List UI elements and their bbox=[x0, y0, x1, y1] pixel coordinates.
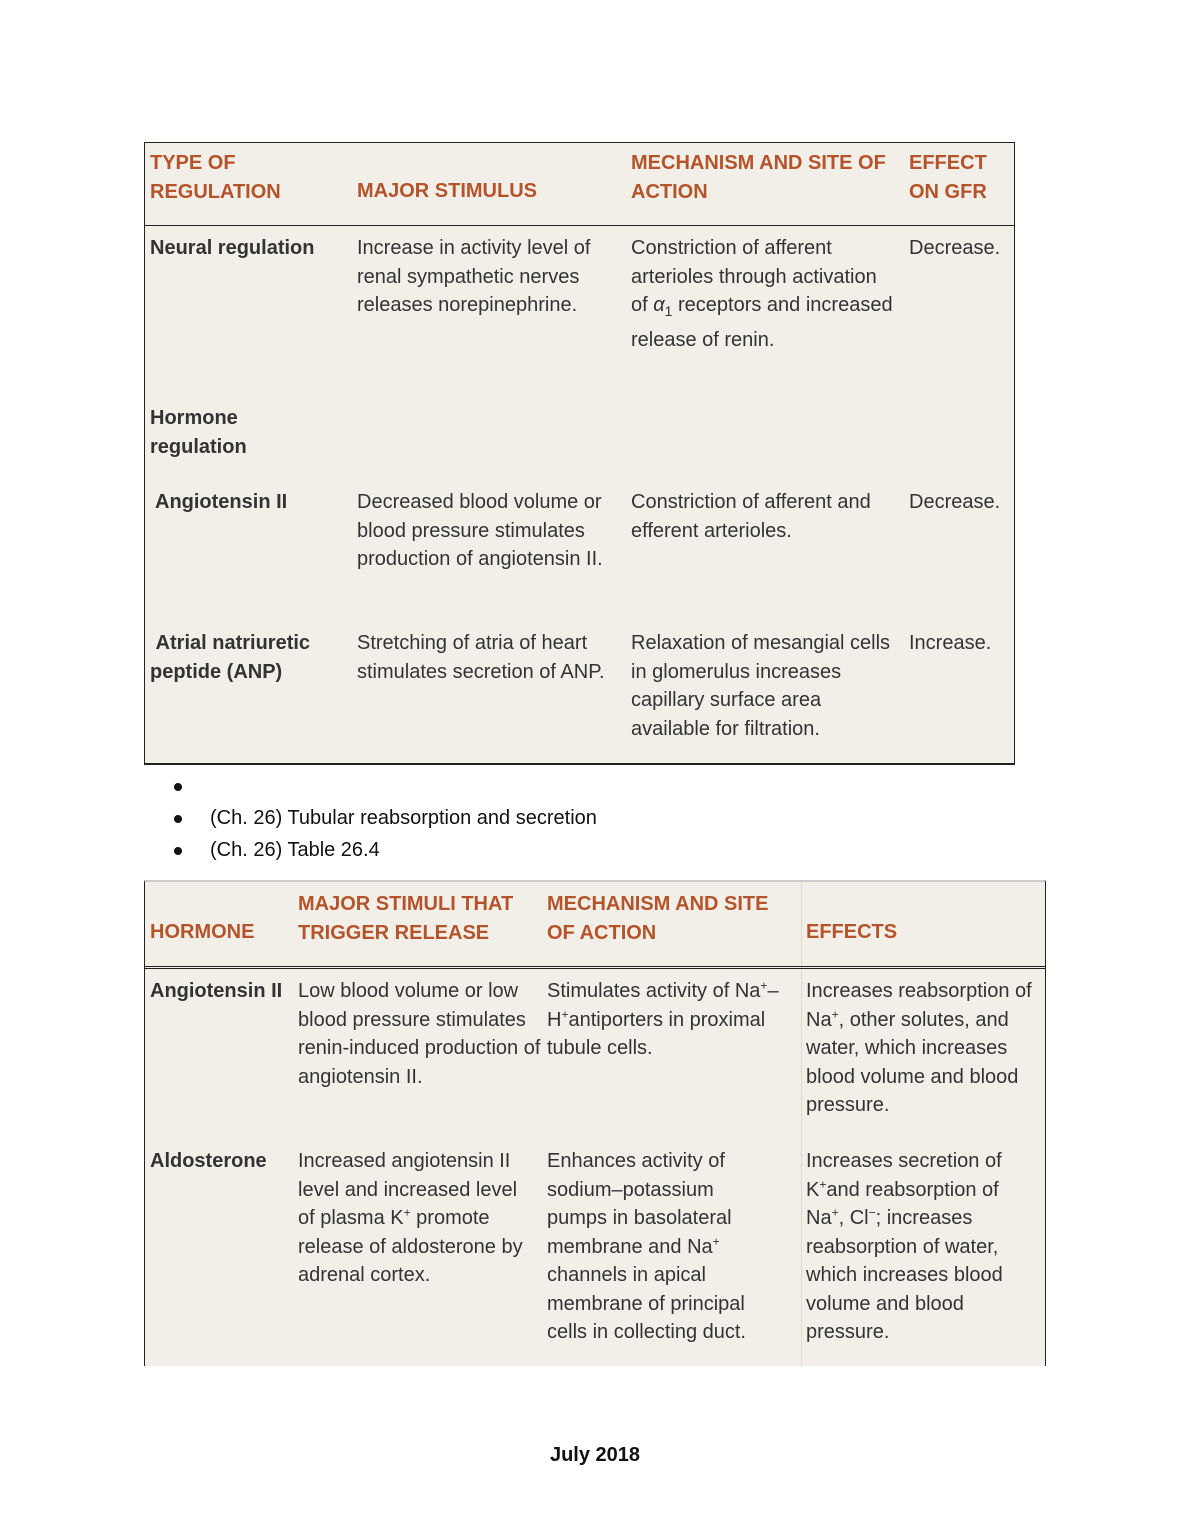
row-angiotensin-stimuli: Low blood volume or low blood pressure stimulates renin-induced production of angiotensin II. bbox=[298, 980, 541, 1088]
header-major-stimulus: MAJOR STIMULUS bbox=[357, 180, 537, 202]
row-aldosterone-effects: Increases secretion of K+and reabsorption of Na+, Cl−; increases reabsorption of water, which increases blood volume and blood pressure. bbox=[806, 1150, 1003, 1343]
hormone-table bbox=[144, 880, 1046, 1366]
row-angiotensin-label: Angiotensin II bbox=[155, 491, 288, 513]
row-neural-mechanism: Constriction of afferent arterioles through activation of $\alpha_1$ receptors and increased release of renin. bbox=[631, 237, 893, 351]
page-footer-date: July 2018 bbox=[549, 1444, 641, 1466]
row-aldosterone-mechanism: Enhances activity of sodium–potassium pumps in basolateral membrane and Na+ channels in apical membrane of principal cells in collecting duct. bbox=[547, 1150, 746, 1343]
header-mechanism: MECHANISM AND SITE OF ACTION bbox=[547, 893, 769, 944]
bullet-icon bbox=[174, 847, 182, 855]
bullet-icon bbox=[174, 783, 182, 791]
row-anp-effect: Increase. bbox=[909, 632, 992, 654]
gfr-regulation-table bbox=[144, 142, 1015, 765]
header-type-of-regulation: TYPE OF REGULATION bbox=[150, 152, 281, 203]
row-neural-regulation-label: Neural regulation bbox=[150, 237, 315, 259]
row-aldosterone-stimuli: Increased angiotensin II level and increased level of plasma K+ promote release of aldosterone by adrenal cortex. bbox=[298, 1150, 523, 1286]
table-header-row bbox=[145, 882, 1045, 969]
row-angiotensin-mechanism: Stimulates activity of Na+–H+antiporters in proximal tubule cells. bbox=[547, 978, 779, 1059]
header-mechanism: MECHANISM AND SITE OF ACTION bbox=[631, 152, 886, 203]
row-hormone-regulation-label: Hormone regulation bbox=[150, 407, 247, 458]
header-major-stimuli: MAJOR STIMULI THAT TRIGGER RELEASE bbox=[298, 893, 514, 944]
row-anp-label: Atrial natriuretic peptide (ANP) bbox=[150, 632, 311, 683]
row-neural-stimulus: Increase in activity level of renal sympathetic nerves releases norepinephrine. bbox=[357, 237, 591, 316]
row-angiotensin-effects: Increases reabsorption of Na+, other solutes, and water, which increases blood volume and blood pressure. bbox=[806, 980, 1032, 1116]
row-aldosterone-label: Aldosterone bbox=[150, 1150, 267, 1172]
row-neural-effect: Decrease. bbox=[909, 237, 1001, 259]
list-item-text: (Ch. 26) Table 26.4 bbox=[210, 839, 380, 861]
header-effects: EFFECTS bbox=[806, 921, 898, 943]
header-hormone: HORMONE bbox=[150, 921, 255, 943]
row-angiotensin-effect: Decrease. bbox=[909, 491, 1001, 513]
row-angiotensin-stimulus: Decreased blood volume or blood pressure stimulates production of angiotensin II. bbox=[357, 491, 603, 570]
list-item-text: (Ch. 26) Tubular reabsorption and secretion bbox=[210, 807, 597, 829]
table-header-row bbox=[145, 143, 1014, 226]
bullet-icon bbox=[174, 815, 182, 823]
row-angiotensin-mechanism: Constriction of afferent and efferent arterioles. bbox=[631, 491, 871, 542]
row-angiotensin-label: Angiotensin II bbox=[150, 980, 283, 1002]
row-anp-mechanism: Relaxation of mesangial cells in glomerulus increases capillary surface area available for filtration. bbox=[631, 632, 891, 740]
header-effect-on-gfr: EFFECT ON GFR bbox=[909, 152, 987, 203]
row-anp-stimulus: Stretching of atria of heart stimulates secretion of ANP. bbox=[357, 632, 605, 683]
